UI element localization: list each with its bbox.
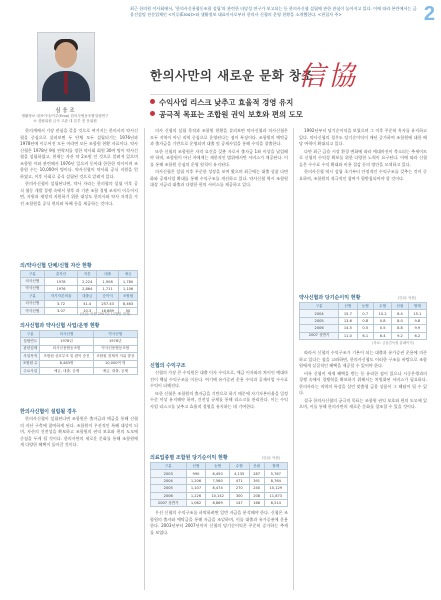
table2-title: 의사신협과 약사신협 사업/운영 현황 — [20, 323, 100, 329]
table-net-income: 구분 신협 농협 수협 산림 합계 2003 990 6,450 4,135 287 5,767 2004 1,206 7,560 471 391 8,764 2005 1,107 8,474 270 240 10,129 2006 1,226 10,142 300 208 11,873 2007 상반기 1,062 6,869 147 168 8,214 — [150, 462, 288, 507]
bullet-icon — [150, 111, 155, 116]
table-row: 약사신협 1976 2,864 1,711 1,106 — [21, 285, 138, 292]
table-row: 의사신협 1978 2,224 1,908 1,780 — [21, 278, 138, 285]
column-2-mid — [150, 370, 288, 411]
section-head: 신협의 수익구조 — [150, 363, 186, 369]
table4-title: 약사신협과 당기순이익 현황 — [299, 295, 361, 301]
table-operations: 구분 의사신협 약사신협 설립연도 1978년 1976년 관련업체 의사신용협동조합 약사신용협동조합 사업목적 조합원 상호부조 및 편익 증진 조합원 경제적 지위 향상 조합원 수 8,463명 10,000여 명 주요사업 예금, 대출, 공제 예금, 대출, 공제 — [20, 330, 138, 375]
paragraph: 따라서 신협의 수익구조가 기본이 되는 대출과 유가증권 운용에 의존하고 있다는 점을 고려하면, 한의사신협도 이러한 구조를 바탕으로 조합원에게 실질적인 혜택을 제공할 수 있어야 한다. — [299, 350, 427, 369]
table-row: 구분 자기자본비율 대출금 순이익 조합원 — [21, 293, 138, 300]
paragraph: 1992년부터 당기순이익을 보였으며 그 이후 꾸준히 흑자를 유지하고 있다. 약사신협의 경우도 당기순이익이 매년 증가하여 조합원에 대한 배당 여력이 확대되고 있다. — [299, 128, 427, 147]
paragraph: 다만 최근 금융 시장 환경 변화에 따라 예대마진이 축소되는 추세이므로 신협의 수익성 확보를 위한 다양한 노력이 요구된다. 이에 따라 신협들은 수수료 수익 확대와 비용 절감 등의 방안을 모색하고 있다. — [299, 148, 427, 167]
table4-unit: (단위: 억원) — [398, 296, 416, 300]
column-1-bottom — [20, 416, 138, 450]
table-row: 2003 990 6,450 4,135 287 5,767 — [151, 470, 288, 477]
paragraph: 한의사신협 역시 설립 초기부터 안정적인 수익구조를 갖추는 것이 중요하며, 조합원의 적극적인 참여가 뒷받침되어야 할 것이다. — [299, 169, 427, 181]
column-divider — [293, 128, 294, 590]
column-3-bottom — [299, 350, 427, 412]
table-row: 2007 상반기 11.0 6.1 6.4 9.2 6.2 — [300, 332, 427, 339]
paragraph: 의사신협은 설립 이후 꾸준한 성장을 보여 왔으며 최근에는 대출 상품 다변화와 공제사업 확대를 통해 수익구조를 개선하고 있다. 약사신협 역시 조합원 대상 저금리 대출과 다양한 편의 서비스를 제공하고 있다. — [150, 169, 288, 188]
table3-title: 의료업종별 조합원 당기순이익 현황 — [150, 455, 228, 461]
table1-source: (단위: 억원 2007년 12월말 현재) — [80, 312, 131, 316]
column-divider — [144, 128, 145, 590]
paragraph: 한의사신협이 설립된다면 조합원은 출자금과 예금을 통해 신협의 자산 구축에 참여하게 된다. 조합원이 우선적인 특혜 대상이 되며, 자산의 건전성을 확보하고 조합원의 권익 보호와 편의 도모에 중점을 두게 될 것이다. 한의사만의 새로운 문화를 통해 조합원에게 다양한 혜택이 돌아갈 것이다. — [20, 416, 138, 448]
paragraph: 또한 신협은 조합원의 출자금을 기반으로 하기 때문에 자기자본비율을 일정 수준 이상 유지해야 하며, 건전성 규제를 통해 리스크를 관리한다. 이는 수익사업 리스크를 낮추고 효율적 경영을 유지하는 데 기여한다. — [150, 390, 288, 409]
paragraph: 또한 신협의 조합원은 자격 요건을 갖춘 자로서 출자금 1좌 이상을 납입해야 하며, 조합원이 아닌 자에게는 제한적인 범위에서만 서비스가 제공된다. 이를 통해 조합원 중심의 운영 원칙이 유지된다. — [150, 148, 288, 167]
author-title: 생활정보 대표이사/이루(Eroo) 한의사협동조합설립연구소 설립위원 금사 고관 대 본부 전 문위원 — [21, 114, 109, 123]
column-1-top — [20, 128, 138, 209]
table-row: 2004 1,206 7,560 471 391 8,764 — [151, 477, 288, 484]
bullet-icon — [150, 99, 155, 104]
table-row: 2004 15.7 0.7 10.2 8.4 15.1 — [300, 310, 427, 317]
intro-text: 최근 한의원 이사회에서, '한의사신용협동조합 설립'과 관련한 타당성 연구가 보고되는 등 한의사신협 설립에 관한 관심이 높아지고 있다. 이에 따라 본란에서는 금융건설팅 전문업체인 <이루(Eroo)>와 생활정보 대표이사로부터 한의사 신협의 운영 현황을 소개했한다. <편집자 주> — [130, 6, 417, 18]
table-pharm-income: 구분 신협 농협 수협 산림 합계 2004 15.7 0.7 10.2 8.4 15.1 2005 13.6 0.8 0.8 8.0 9.8 2006 14.5 0.5 0.5 8.8 9.9 2007 상반기 11.0 6.1 6.4 9.2 6.2 — [299, 302, 427, 340]
table-row: 조합원 수 8,463명 10,000여 명 — [21, 360, 138, 367]
headline-2: 공극적 목표는 조합원 권익 보호와 편의 도모 — [150, 109, 303, 120]
table3-unit: (단위: 억원) — [262, 456, 280, 460]
table-row: 설립연도 1978년 1976년 — [21, 338, 138, 345]
table-row: 약사신협 3.07 10.3 16,689 50 — [21, 307, 138, 314]
table-row: 의사신협 3.72 41.4 257.43 8,463 — [21, 300, 138, 307]
paragraph: 신협의 가장 큰 수익원은 대출 이자 수익으로, 예금 이자와의 차이인 예대마진이 핵심 수익구조를 이룬다. 여기에 유가증권 운용 수익과 공제사업 수수료 수익이 더해진다. — [150, 370, 288, 389]
page-number: 2 — [423, 3, 435, 25]
table1-title: 의/약사신협 단체/신협 자산 현황 — [20, 263, 92, 269]
column-2-bottom — [150, 510, 288, 537]
article-title: 한의사만의 새로운 문화 창조 — [150, 68, 314, 83]
table4-source: (자료: 금융감독원 홈페이지) — [372, 341, 414, 345]
table-row: 2007 상반기 1,062 6,869 147 168 8,214 — [151, 499, 288, 506]
headline-1: 수익사업 리스크 낮추고 효율적 경영 유지 — [150, 97, 293, 108]
paragraph: 한의사신협이 설립된다면, 약사 자리는 한의협의 설립 이후 공식 협동 개발 경쟁 속에서 향후 과 기관 조합 경영 조직이 이루어지면, 자원과 재정적 지원하기 위한 대상도 한의사와 약사 자격을 가진 조합원을 공식 편의와 특혜 등을 제공하는 것이다. — [20, 181, 138, 207]
article-title-hanja: 信協 — [298, 61, 358, 92]
table-row: 2006 14.5 0.5 0.5 8.8 9.9 — [300, 325, 427, 332]
section-head: 한의사신협이 설립될 경우 — [20, 409, 77, 415]
table-row: 관련업체 의사신용협동조합 약사신용협동조합 — [21, 345, 138, 352]
table-row: 2005 1,107 8,474 270 240 10,129 — [151, 485, 288, 492]
paragraph: 의사 신협의 설립 목적과 조합원 현황을 살펴보면 약사신협과 의사신협은 모두 지역이 아닌 직역 중심으로 운영된다는 점이 특징이다. 조합원의 예탁금과 출자금을 기반으로 운영되며 대출 및 공제사업을 통해 수익을 창출한다. — [150, 128, 288, 147]
table-row: 사업목적 조합원 상호부조 및 편익 증진 조합원 경제적 지위 향상 — [21, 353, 138, 360]
table-row: 주요사업 예금, 대출, 공제 예금, 대출, 공제 — [21, 367, 138, 374]
column-3-top — [299, 128, 427, 183]
table-row: 2005 13.6 0.8 0.8 8.0 9.8 — [300, 317, 427, 324]
table-assets: 구분 총자산 자본 대출 예금 의사신협 1978 2,224 1,908 1,780 약사신협 1976 2,864 1,711 1,106 구분 자기자본비율 대출금 순이익 조합원 의사신협 3.72 41.4 257.43 8,463 약사신협 3.07 10.3 16,689 50 — [20, 270, 138, 315]
paragraph: 우선 신협의 수익구조를 파악하려면 일반 자금을 분석해야 한다. 신협은 조합원의 출자와 예탁금을 통해 자금을 조달하며, 이를 대출과 유가증권에 운용한다. 2003년부터 2007년까지 신협의 당기순이익은 꾸준히 증가하는 추세를 보였다. — [150, 510, 288, 535]
paragraph: 비록 신협이 세제 혜택을 받는 등 유리한 점이 있으나 시중은행과의 경쟁 속에서 경쟁력을 확보하기 위해서는 차별화된 서비스가 필요하다. 한의사라는 직역의 특성을 살린 맞춤형 금융 상품이 그 해답이 될 수 있다. — [299, 370, 427, 396]
author-name: 심 웅 조 — [55, 108, 75, 114]
headline-rule-top — [150, 94, 270, 95]
paragraph: 한의계에서 가장 관심을 갖을 것으로 여겨지는 한의사의 약사신협을 중심으로 살펴보면 두 단체 모두 설립되기는 1976년과 1978년에 이루어진 모든 이라면 모든 조합원 현황 자료이다. 약사신협은 1978년 9월 연락처를 정한 약사회 회원 30여 명이 약사신협을 설립하였고, 현재는 자산 약 2조원 인 것으로 알려져 있으며 조합원 이와 관련해서 1976년 일으켜 동아대 한한한 약사이며 조합원 수는 10,000여 명이다. 약사신협이 약사회 공식 지원을 얻 하였고, 이후 사회로 공식 설립된 것으로 알려져 있다. — [20, 128, 138, 179]
table-row: 2006 1,226 10,142 300 208 11,873 — [151, 492, 288, 499]
author-photo — [37, 32, 95, 102]
paragraph: 결국 한의사신협의 궁극적 목표는 조합원 권익 보호와 편의 도모에 있으며, 이를 통해 한의사만의 새로운 문화를 창조할 수 있을 것이다. — [299, 397, 427, 410]
column-2-top — [150, 128, 288, 190]
